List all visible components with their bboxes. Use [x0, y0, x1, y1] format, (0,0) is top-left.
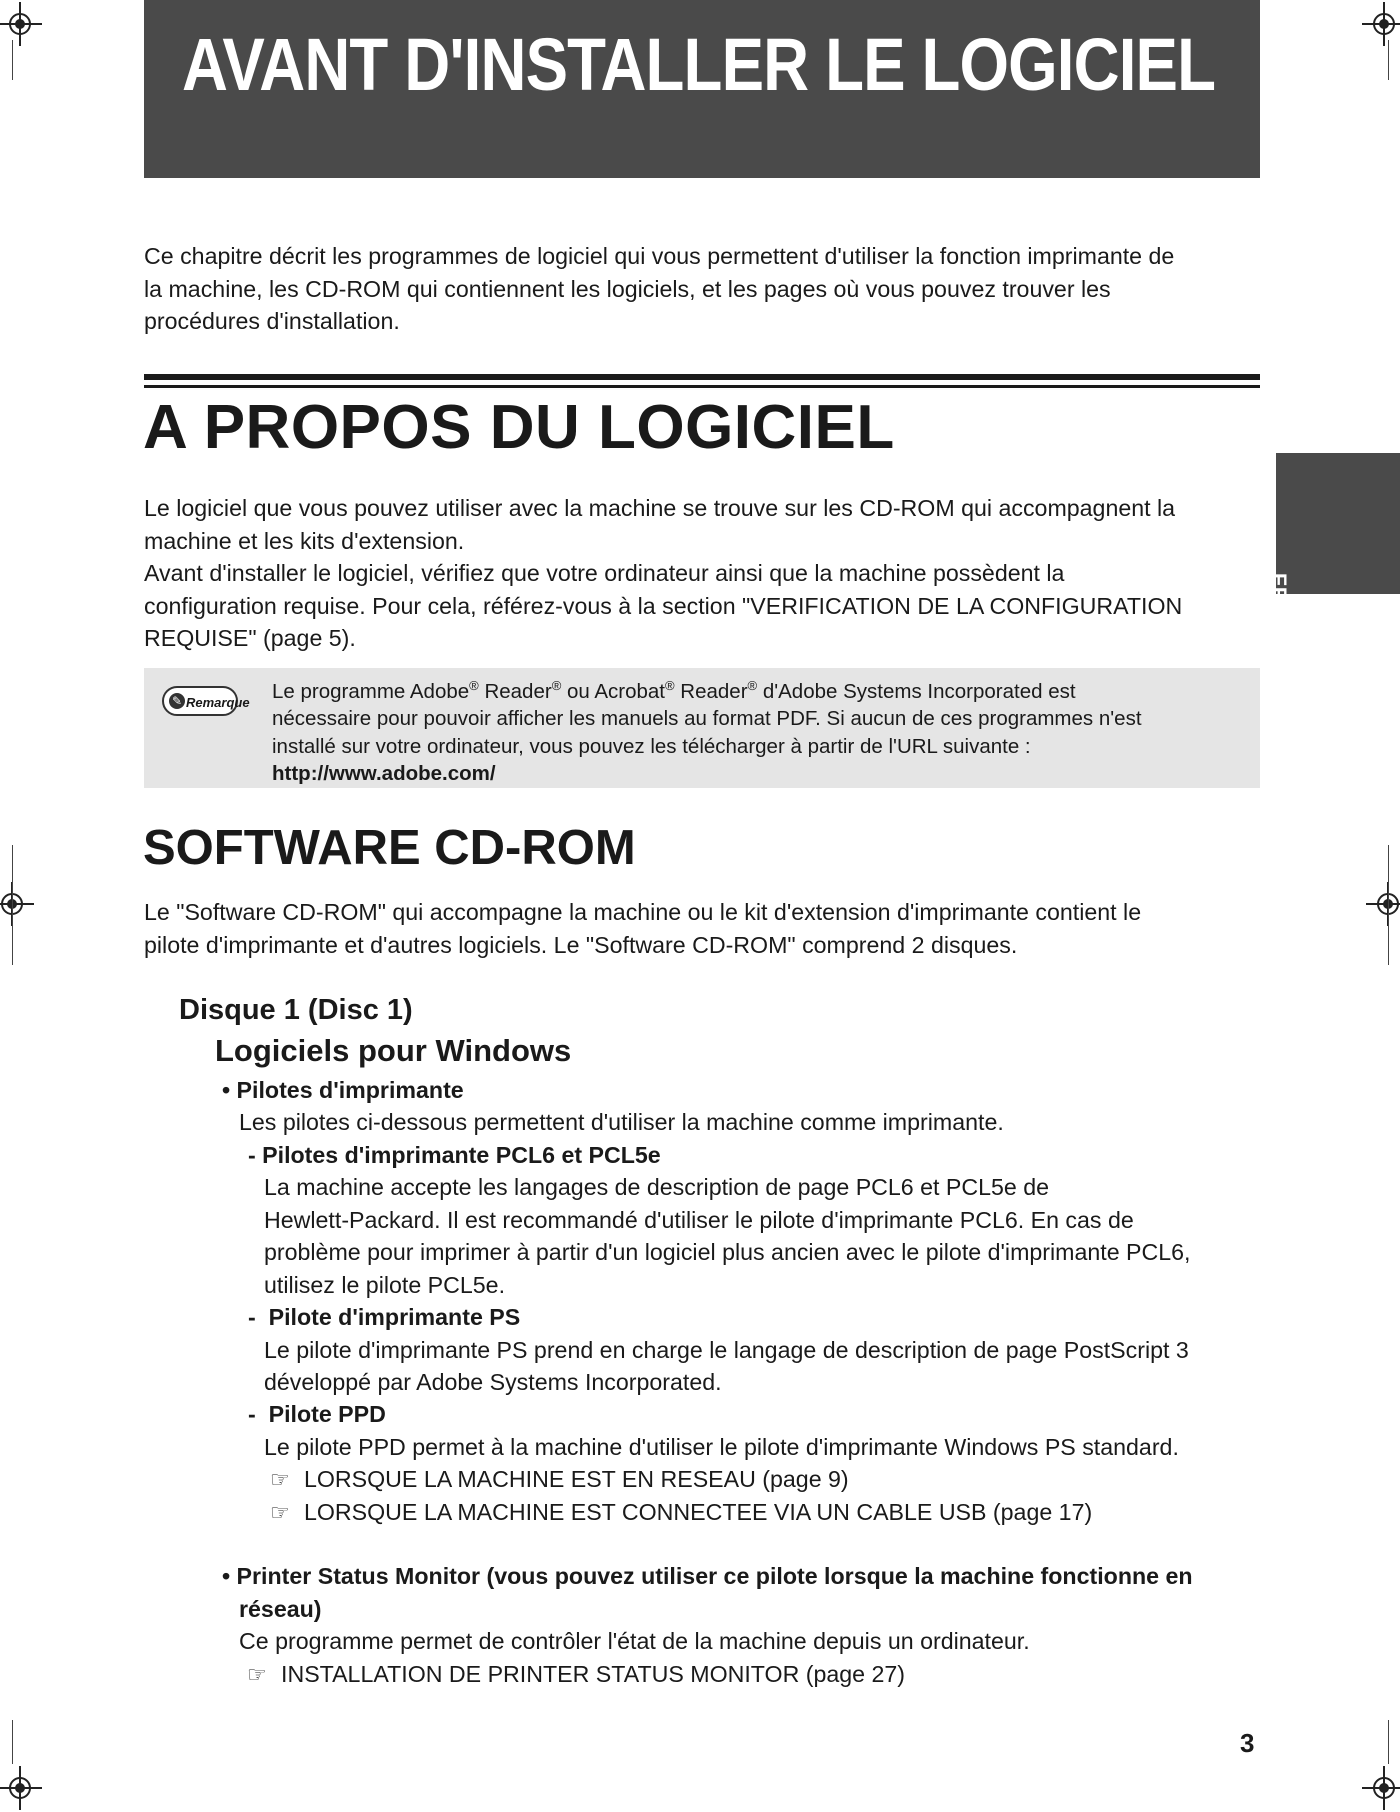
registration-mark-top-left: [0, 2, 42, 46]
pcl-line: La machine accepte les langages de description de page PCL6 et PCL5e de: [264, 1174, 1050, 1200]
pointing-hand-icon: ☞: [270, 1467, 290, 1492]
psm-heading: • Printer Status Monitor (vous pouvez utiliser ce pilote lorsque la machine fonctionne en: [222, 1563, 1193, 1589]
note-text: [272, 672, 1262, 788]
intro-line: Ce chapitre décrit les programmes de logiciel qui vous permettent d'utiliser la fonction imprimante de: [144, 243, 1175, 269]
registration-mark-bottom-right: [1362, 1766, 1400, 1810]
psm-description: Ce programme permet de contrôler l'état de la machine depuis un ordinateur.: [239, 1628, 1030, 1654]
note-box: [144, 668, 1260, 788]
cdrom-line: Le "Software CD-ROM" qui accompagne la machine ou le kit d'extension d'imprimante contient le: [144, 899, 1142, 925]
pencil-icon: ✎: [169, 693, 185, 709]
section-line: configuration requise. Pour cela, référez-vous à la section "VERIFICATION DE LA CONFIGURATION: [144, 592, 1183, 619]
cdrom-paragraph: [144, 896, 1269, 961]
note-line-1: Le programme Adobe® Reader® ou Acrobat® Reader® d'Adobe Systems Incorporated est: [272, 678, 1076, 703]
reference-psm[interactable]: [247, 1658, 905, 1692]
ppd-line: Le pilote PPD permet à la machine d'utiliser le pilote d'imprimante Windows PS standard.: [264, 1434, 1179, 1460]
section-line: machine et les kits d'extension.: [144, 527, 465, 554]
reference-usb[interactable]: [270, 1496, 1092, 1530]
disc-subtitle: Logiciels pour Windows: [215, 1033, 572, 1068]
reference-text: INSTALLATION DE PRINTER STATUS MONITOR (page 27): [281, 1661, 906, 1687]
ps-heading: - Pilote d'imprimante PS: [248, 1304, 521, 1330]
disc-title: Disque 1 (Disc 1): [179, 994, 413, 1026]
chapter-banner: [144, 0, 1260, 178]
section-line: Le logiciel que vous pouvez utiliser avec la machine se trouve sur les CD-ROM qui accompagnent la: [144, 495, 1176, 521]
drivers-heading: • Pilotes d'imprimante: [222, 1077, 464, 1103]
adobe-url-link[interactable]: http://www.adobe.com/: [272, 762, 496, 786]
pointing-hand-icon: ☞: [247, 1662, 267, 1687]
pcl-heading: - Pilotes d'imprimante PCL6 et PCL5e: [248, 1142, 661, 1168]
note-line-3: installé sur votre ordinateur, vous pouvez les télécharger à partir de l'URL suivante :: [272, 734, 1031, 758]
page-number: 3: [1240, 1728, 1255, 1758]
trim-line: [12, 1720, 13, 1764]
trim-line: [1388, 40, 1389, 80]
trim-line: [1388, 845, 1389, 965]
note-line-2: nécessaire pour pouvoir afficher les manuels au format PDF. Si aucun de ces programmes n'est: [272, 707, 1142, 731]
trim-line: [1388, 1720, 1389, 1764]
section-paragraph: [144, 492, 1269, 655]
registration-mark-mid-right: [1366, 882, 1400, 926]
registration-mark-mid-left: [0, 882, 34, 926]
pcl-line: Hewlett-Packard. Il est recommandé d'utiliser le pilote d'imprimante PCL6. En cas de: [264, 1207, 1134, 1233]
intro-line: la machine, les CD-ROM qui contiennent les logiciels, et les pages où vous pouvez trouver les: [144, 275, 1111, 302]
section-line: REQUISE" (page 5).: [144, 625, 356, 651]
registration-mark-top-right: [1362, 2, 1400, 46]
trim-line: [12, 40, 13, 80]
ppd-heading: - Pilote PPD: [248, 1401, 386, 1427]
language-tab-label: FRANÇAIS: [1267, 573, 1290, 690]
intro-line: procédures d'installation.: [144, 308, 400, 334]
trim-line: [12, 845, 13, 965]
section-title: A PROPOS DU LOGICIEL: [143, 393, 895, 462]
remarque-badge: [162, 686, 250, 716]
ps-line: Le pilote d'imprimante PS prend en charge le langage de description de page PostScript 3: [264, 1337, 1189, 1363]
reference-text: LORSQUE LA MACHINE EST EN RESEAU (page 9): [304, 1466, 849, 1492]
chapter-title: AVANT D'INSTALLER LE LOGICIEL: [182, 23, 1216, 106]
reference-network[interactable]: [270, 1463, 849, 1497]
cdrom-line: pilote d'imprimante et d'autres logiciels. Le "Software CD-ROM" comprend 2 disques.: [144, 931, 1018, 958]
language-tab: [1267, 453, 1400, 690]
registration-mark-bottom-left: [0, 1766, 42, 1810]
reference-text: LORSQUE LA MACHINE EST CONNECTEE VIA UN CABLE USB (page 17): [304, 1499, 1093, 1525]
pcl-line: utilisez le pilote PCL5e.: [264, 1272, 506, 1298]
section-rule-thick: [144, 374, 1260, 380]
section-line: Avant d'installer le logiciel, vérifiez que votre ordinateur ainsi que la machine possèdent la: [144, 560, 1065, 586]
ps-line: développé par Adobe Systems Incorporated.: [264, 1369, 722, 1395]
psm-heading-cont: réseau): [239, 1596, 322, 1622]
drivers-description: Les pilotes ci-dessous permettent d'utiliser la machine comme imprimante.: [239, 1109, 1004, 1135]
section-rule-thin: [144, 385, 1260, 388]
cdrom-title: SOFTWARE CD-ROM: [143, 821, 636, 875]
intro-paragraph: [144, 240, 1269, 338]
pcl-line: problème pour imprimer à partir d'un logiciel plus ancien avec le pilote d'imprimante PCL6,: [264, 1239, 1191, 1265]
remarque-label: Remarque: [186, 695, 250, 710]
pointing-hand-icon: ☞: [270, 1500, 290, 1525]
